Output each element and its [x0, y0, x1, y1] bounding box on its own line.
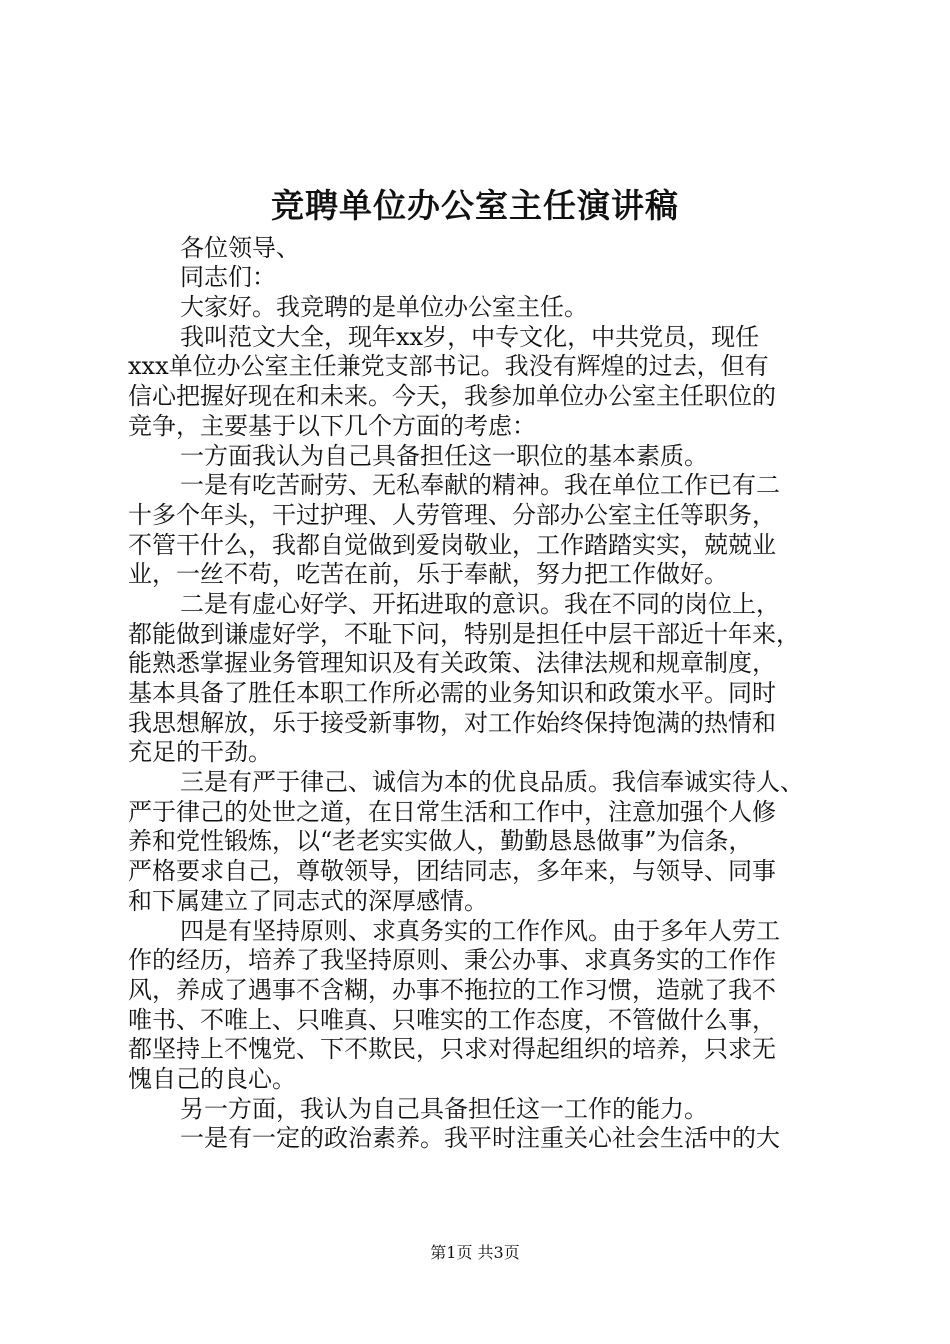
paragraph-line: 信心把握好现在和未来。今天，我参加单位办公室主任职位的	[128, 382, 776, 411]
paragraph-line: 业，一丝不苟，吃苦在前，乐于奉献，努力把工作做好。	[128, 560, 728, 589]
paragraph-line: xxx单位办公室主任兼党支部书记。我没有辉煌的过去，但有	[128, 352, 769, 381]
paragraph-line: 基本具备了胜任本职工作所必需的业务知识和政策水平。同时	[128, 679, 776, 707]
paragraph-line: 一是有一定的政治素养。我平时注重关心社会生活中的大	[180, 1124, 780, 1153]
paragraph-line: 严于律己的处世之道，在日常生活和工作中，注意加强个人修	[128, 797, 776, 826]
paragraph-line: 十多个年头，干过护理、人劳管理、分部办公室主任等职务，	[128, 500, 776, 529]
paragraph-line: 另一方面，我认为自己具备担任这一工作的能力。	[180, 1094, 708, 1123]
paragraph-line: 愧自己的良心。	[128, 1064, 296, 1093]
paragraph-line: 严格要求自己，尊敬领导，团结同志，多年来，与领导、同事	[128, 857, 776, 886]
paragraph-line: 我思想解放，乐于接受新事物，对工作始终保持饱满的热情和	[128, 708, 776, 737]
paragraph-line: 一方面我认为自己具备担任这一职位的基本素质。	[180, 441, 708, 470]
paragraph-line: 二是有虚心好学、开拓进取的意识。我在不同的岗位上，	[180, 589, 780, 618]
paragraph-line: 一是有吃苦耐劳、无私奉献的精神。我在单位工作已有二	[180, 471, 780, 500]
paragraph-line: 唯书、不唯上、只唯真、只唯实的工作态度，不管做什么事，	[128, 1005, 776, 1034]
paragraph-line: 大家好。我竞聘的是单位办公室主任。	[180, 293, 588, 322]
paragraph-line: 三是有严于律己、诚信为本的优良品质。我信奉诚实待人、	[180, 768, 804, 797]
paragraph-line: 四是有坚持原则、求真务实的工作作风。由于多年人劳工	[180, 916, 780, 945]
document-body	[128, 204, 833, 1154]
salutation-line: 各位领导、	[180, 233, 300, 262]
title-spacer	[128, 204, 833, 234]
paragraph-line: 和下属建立了同志式的深厚感情。	[128, 886, 488, 915]
paragraph-line: 不管干什么，我都自觉做到爱岗敬业，工作踏踏实实，兢兢业	[128, 530, 776, 559]
paragraph-line: 能熟悉掌握业务管理知识及有关政策、法律法规和规章制度，	[128, 649, 776, 678]
paragraph-line: 充足的干劲。	[128, 738, 272, 767]
page-footer: 第1页 共3页	[430, 1243, 520, 1262]
paragraph-line: 竞争，主要基于以下几个方面的考虑：	[128, 411, 536, 440]
paragraph-line: 我叫范文大全，现年xx岁，中专文化，中共党员，现任	[180, 322, 760, 351]
paragraph-line: 风，养成了遇事不含糊，办事不拖拉的工作习惯，造就了我不	[128, 975, 776, 1004]
salutation-line: 同志们：	[180, 263, 276, 292]
paragraph-line: 养和党性锻炼，以“老老实实做人，勤勤恳恳做事”为信条，	[128, 827, 753, 856]
paragraph-line: 都坚持上不愧党、下不欺民，只求对得起组织的培养，只求无	[128, 1035, 776, 1064]
paragraph-line: 作的经历，培养了我坚持原则、秉公办事、求真务实的工作作	[128, 946, 776, 975]
paragraph-line: 都能做到谦虚好学，不耻下问，特别是担任中层干部近十年来，	[128, 619, 800, 648]
document-title: 竞聘单位办公室主任演讲稿	[271, 186, 679, 225]
